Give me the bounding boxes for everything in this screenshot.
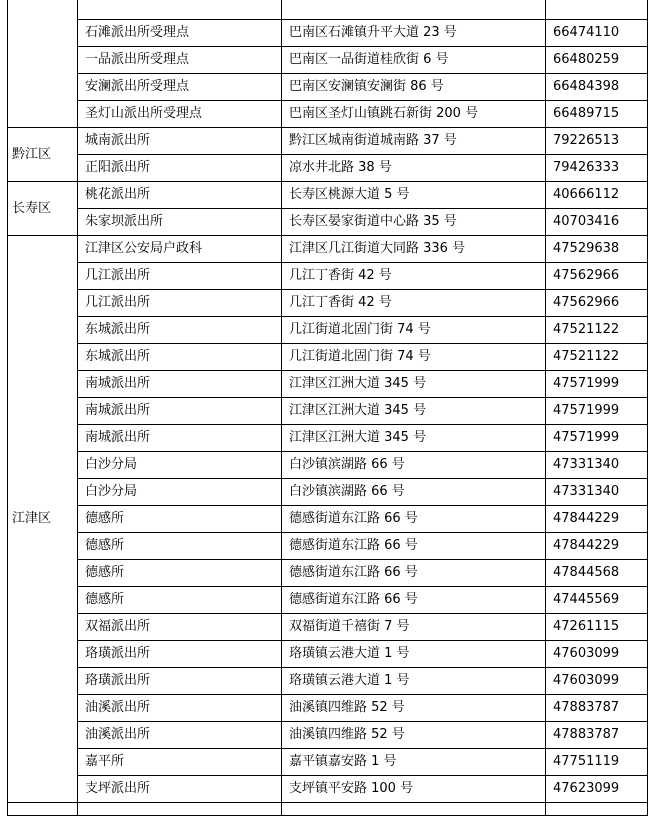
table-row: [8, 371, 648, 398]
table-row: [8, 47, 648, 74]
address-cell: 白沙镇滨湖路 66 号: [282, 479, 546, 506]
station-name-cell: 油溪派出所: [78, 695, 282, 722]
station-name-cell: 德感所: [78, 560, 282, 587]
station-name-cell: 白沙分局: [78, 479, 282, 506]
table-row: [8, 776, 648, 803]
address-cell: 几江丁香街 42 号: [282, 263, 546, 290]
station-name-cell: 一品派出所受理点: [78, 47, 282, 74]
table-row: [8, 101, 648, 128]
station-name-cell: 几江派出所: [78, 263, 282, 290]
station-name-cell: 几江派出所: [78, 290, 282, 317]
phone-cell: 47445569: [546, 587, 648, 614]
station-name-cell: [78, 803, 282, 816]
phone-cell: 79426333: [546, 155, 648, 182]
table-row: [8, 803, 648, 816]
address-cell: 支坪镇平安路 100 号: [282, 776, 546, 803]
district-cell: 长寿区: [8, 182, 78, 236]
station-name-cell: 城南派出所: [78, 128, 282, 155]
station-name-cell: 安澜派出所受理点: [78, 74, 282, 101]
station-name-cell: 南城派出所: [78, 371, 282, 398]
station-name-cell: 白沙分局: [78, 452, 282, 479]
table-row: [8, 425, 648, 452]
table-row: [8, 533, 648, 560]
phone-cell: 47562966: [546, 263, 648, 290]
phone-cell: 47331340: [546, 452, 648, 479]
station-name-cell: 朱家坝派出所: [78, 209, 282, 236]
district-cell: 黔江区: [8, 128, 78, 182]
address-cell: 凉水井北路 38 号: [282, 155, 546, 182]
station-name-cell: 东城派出所: [78, 344, 282, 371]
table-row: [8, 614, 648, 641]
table-row: [8, 479, 648, 506]
phone-cell: 47603099: [546, 641, 648, 668]
address-cell: 白沙镇滨湖路 66 号: [282, 452, 546, 479]
table-row: [8, 560, 648, 587]
address-cell: 几江街道北固门街 74 号: [282, 317, 546, 344]
district-cell: [8, 803, 78, 816]
district-cell: 江津区: [8, 236, 78, 803]
address-cell: 长寿区桃源大道 5 号: [282, 182, 546, 209]
station-name-cell: 东城派出所: [78, 317, 282, 344]
police-station-table: [7, 0, 648, 816]
address-cell: 珞璜镇云港大道 1 号: [282, 641, 546, 668]
station-name-cell: 双福派出所: [78, 614, 282, 641]
table-row: [8, 641, 648, 668]
table-row: [8, 452, 648, 479]
station-name-cell: 德感所: [78, 506, 282, 533]
phone-cell: 47883787: [546, 695, 648, 722]
address-cell: 几江丁香街 42 号: [282, 290, 546, 317]
address-cell: 油溪镇四维路 52 号: [282, 695, 546, 722]
address-cell: 双福街道千禧街 7 号: [282, 614, 546, 641]
address-cell: 几江街道北固门街 74 号: [282, 344, 546, 371]
phone-cell: 66484398: [546, 74, 648, 101]
address-cell: 长寿区晏家街道中心路 35 号: [282, 209, 546, 236]
station-name-cell: 德感所: [78, 533, 282, 560]
address-cell: 黔江区城南街道城南路 37 号: [282, 128, 546, 155]
phone-cell: [546, 0, 648, 20]
phone-cell: 47844229: [546, 533, 648, 560]
phone-cell: 47571999: [546, 398, 648, 425]
station-name-cell: [78, 0, 282, 20]
table-row: [8, 236, 648, 263]
phone-cell: 47844229: [546, 506, 648, 533]
table-row: [8, 128, 648, 155]
address-cell: [282, 0, 546, 20]
table-row: [8, 344, 648, 371]
table-row: [8, 263, 648, 290]
address-cell: 巴南区圣灯山镇跳石新街 200 号: [282, 101, 546, 128]
phone-cell: 66480259: [546, 47, 648, 74]
table-row: [8, 749, 648, 776]
station-name-cell: 江津区公安局户政科: [78, 236, 282, 263]
station-name-cell: 正阳派出所: [78, 155, 282, 182]
address-cell: 巴南区石滩镇升平大道 23 号: [282, 20, 546, 47]
station-name-cell: 珞璜派出所: [78, 641, 282, 668]
address-cell: 德感街道东江路 66 号: [282, 533, 546, 560]
table-row: [8, 0, 648, 20]
phone-cell: 47331340: [546, 479, 648, 506]
phone-cell: 47571999: [546, 425, 648, 452]
table-row: [8, 209, 648, 236]
address-cell: 江津区江洲大道 345 号: [282, 398, 546, 425]
station-name-cell: 南城派出所: [78, 398, 282, 425]
station-name-cell: 圣灯山派出所受理点: [78, 101, 282, 128]
table-row: [8, 722, 648, 749]
address-cell: 嘉平镇嘉安路 1 号: [282, 749, 546, 776]
table-row: [8, 182, 648, 209]
phone-cell: 47521122: [546, 317, 648, 344]
address-cell: 巴南区一品街道桂欣街 6 号: [282, 47, 546, 74]
phone-cell: 47603099: [546, 668, 648, 695]
phone-cell: 47529638: [546, 236, 648, 263]
table-row: [8, 506, 648, 533]
table-row: [8, 74, 648, 101]
address-cell: 珞璜镇云港大道 1 号: [282, 668, 546, 695]
station-name-cell: 南城派出所: [78, 425, 282, 452]
station-name-cell: 支坪派出所: [78, 776, 282, 803]
table-row: [8, 290, 648, 317]
address-cell: 德感街道东江路 66 号: [282, 560, 546, 587]
table-row: [8, 668, 648, 695]
address-cell: 江津区几江街道大同路 336 号: [282, 236, 546, 263]
station-name-cell: 德感所: [78, 587, 282, 614]
phone-cell: 47562966: [546, 290, 648, 317]
station-name-cell: 嘉平所: [78, 749, 282, 776]
address-cell: [282, 803, 546, 816]
table-row: [8, 20, 648, 47]
phone-cell: [546, 803, 648, 816]
station-name-cell: 油溪派出所: [78, 722, 282, 749]
phone-cell: 40666112: [546, 182, 648, 209]
table-row: [8, 695, 648, 722]
phone-cell: 47261115: [546, 614, 648, 641]
table-row: [8, 398, 648, 425]
phone-cell: 47751119: [546, 749, 648, 776]
phone-cell: 47571999: [546, 371, 648, 398]
station-name-cell: 桃花派出所: [78, 182, 282, 209]
phone-cell: 47521122: [546, 344, 648, 371]
phone-cell: 47844568: [546, 560, 648, 587]
phone-cell: 66489715: [546, 101, 648, 128]
phone-cell: 79226513: [546, 128, 648, 155]
phone-cell: 47623099: [546, 776, 648, 803]
address-cell: 德感街道东江路 66 号: [282, 587, 546, 614]
phone-cell: 66474110: [546, 20, 648, 47]
district-cell: [8, 0, 78, 128]
phone-cell: 40703416: [546, 209, 648, 236]
phone-cell: 47883787: [546, 722, 648, 749]
address-cell: 巴南区安澜镇安澜街 86 号: [282, 74, 546, 101]
table-row: [8, 587, 648, 614]
address-cell: 江津区江洲大道 345 号: [282, 425, 546, 452]
address-cell: 江津区江洲大道 345 号: [282, 371, 546, 398]
station-name-cell: 石滩派出所受理点: [78, 20, 282, 47]
table-row: [8, 155, 648, 182]
table-body: [8, 0, 648, 816]
address-cell: 油溪镇四维路 52 号: [282, 722, 546, 749]
station-name-cell: 珞璜派出所: [78, 668, 282, 695]
address-cell: 德感街道东江路 66 号: [282, 506, 546, 533]
table-row: [8, 317, 648, 344]
